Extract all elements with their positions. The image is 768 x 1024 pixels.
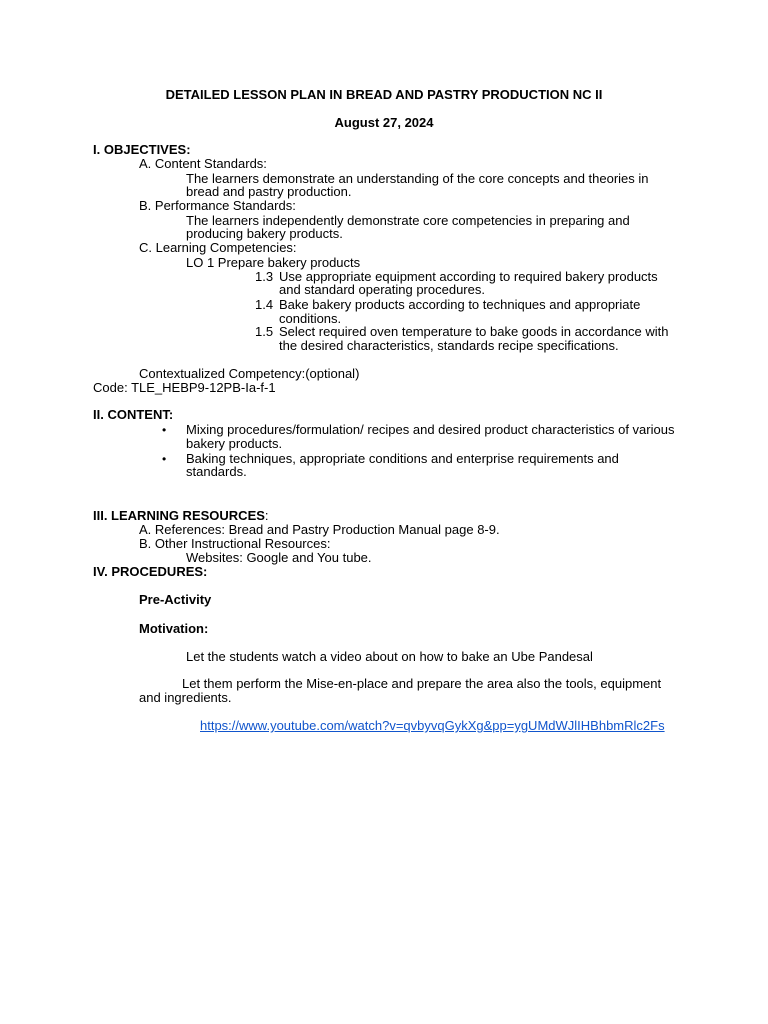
mise-en-place-line2: and ingredients. [139,690,232,705]
references-line: A. References: Bread and Pastry Production Manual page 8-9. [139,522,500,537]
mise-en-place-line1: Let them perform the Mise-en-place and prepare the area also the tools, equipment [182,676,662,691]
learning-competencies-label: C. Learning Competencies: [139,240,297,255]
competency-text-line1: Bake bakery products according to techniques and appropriate [279,297,641,312]
pre-activity-heading: Pre-Activity [139,592,212,607]
learning-resources-heading: III. LEARNING RESOURCES [93,508,265,523]
content-standards-label: A. Content Standards: [139,156,267,171]
learning-resources-colon: : [264,508,269,523]
document-title: DETAILED LESSON PLAN IN BREAD AND PASTRY PRODUCTION NC II [165,87,603,102]
performance-standards-label: B. Performance Standards: [139,198,296,213]
competency-number: 1.3 [255,269,274,284]
competency-text-line2: conditions. [279,311,342,326]
content-heading: II. CONTENT: [93,407,174,422]
learning-outcome-lo1: LO 1 Prepare bakery products [186,255,361,270]
motivation-heading: Motivation: [139,621,209,636]
competency-number: 1.4 [255,297,274,312]
video-link[interactable]: https://www.youtube.com/watch?v=qvbyvqGykXg&pp=ygUMdWJlIHBhbmRlc2Fs [200,718,665,733]
learning-resources-heading-row [93,509,269,523]
content-standards-text-1: The learners demonstrate an understanding of the core concepts and theories in [186,171,649,186]
content-bullet-line1: Baking techniques, appropriate conditions and enterprise requirements and [186,451,619,466]
competency-number: 1.5 [255,324,274,339]
content-bullet-line1: Mixing procedures/formulation/ recipes and desired product characteristics of various [186,422,675,437]
other-resources-label: B. Other Instructional Resources: [139,536,331,551]
procedures-heading: IV. PROCEDURES: [93,564,208,579]
bullet-icon: • [162,423,167,437]
websites-line: Websites: Google and You tube. [186,550,372,565]
document-date: August 27, 2024 [334,115,434,130]
contextualized-competency: Contextualized Competency:(optional) [139,366,360,381]
competency-text-line1: Use appropriate equipment according to required bakery products [279,269,658,284]
competency-text-line2: and standard operating procedures. [279,282,485,297]
bullet-icon: • [162,452,167,466]
objectives-heading: I. OBJECTIVES: [93,142,191,157]
performance-standards-text-2: producing bakery products. [186,226,343,241]
competency-text-line1: Select required oven temperature to bake goods in accordance with [279,324,669,339]
watch-video-instruction: Let the students watch a video about on how to bake an Ube Pandesal [186,649,593,664]
competency-text-line2: the desired characteristics, standards recipe specifications. [279,338,619,353]
content-bullet-line2: bakery products. [186,436,283,451]
content-standards-text-2: bread and pastry production. [186,184,352,199]
performance-standards-text-1: The learners independently demonstrate core competencies in preparing and [186,213,630,228]
content-bullet-line2: standards. [186,464,247,479]
competency-code: Code: TLE_HEBP9-12PB-Ia-f-1 [93,380,276,395]
